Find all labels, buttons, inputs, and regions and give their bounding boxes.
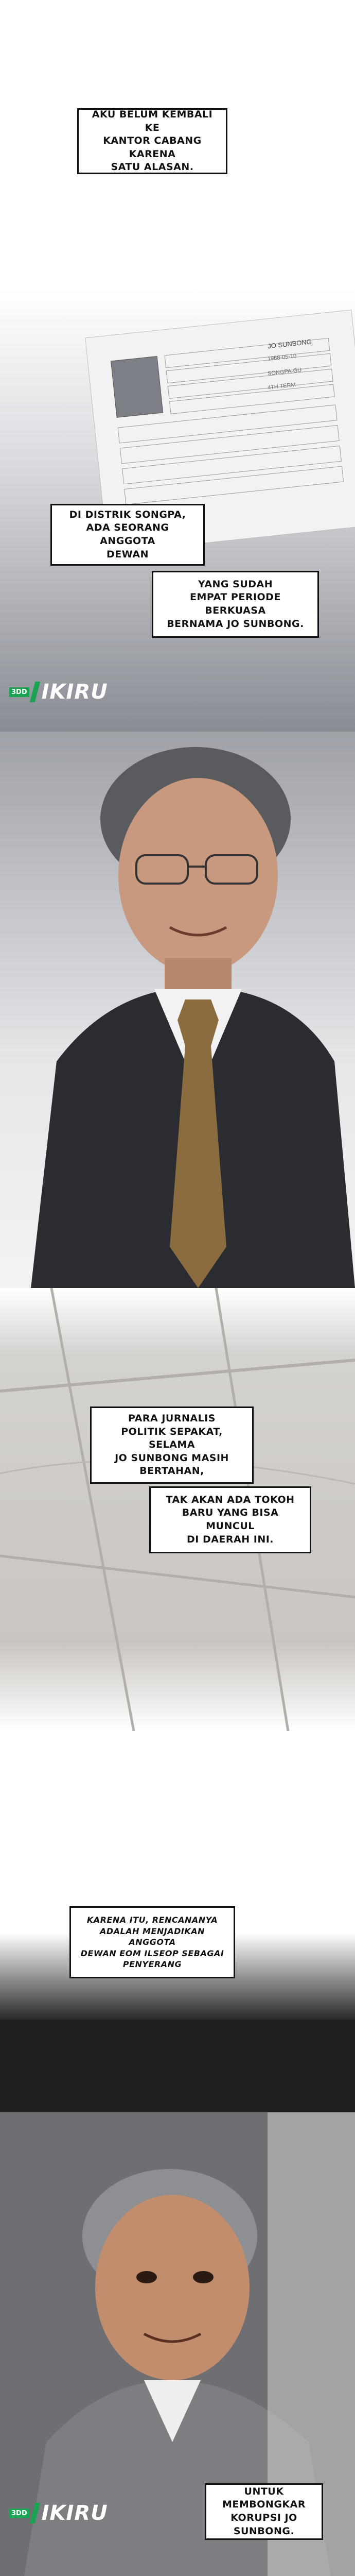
- caption-box: KARENA ITU, RENCANANYA ADALAH MENJADIKAN ANGGOTA DEWAN EOM ILSEOP SEBAGAI PENYERANG: [69, 1906, 235, 1978]
- watermark-logo: [9, 680, 108, 704]
- panel-eom-ilseop: [0, 2020, 355, 2576]
- watermark-badge: 3DD: [9, 2509, 29, 2518]
- document-row-text: SONGPA-GU: [267, 367, 302, 377]
- caption-box: PARA JURNALIS POLITIK SEPAKAT, SELAMA JO SUNBONG MASIH BERTAHAN,: [90, 1406, 254, 1484]
- panel-politician-portrait: [0, 732, 355, 1288]
- watermark-bar: [29, 682, 40, 702]
- document-row-text: 4TH TERM: [267, 382, 296, 391]
- caption-box: UNTUK MEMBONGKAR KORUPSI JO SUNBONG.: [205, 2483, 323, 2540]
- watermark-bar: [29, 2503, 40, 2523]
- caption-box: YANG SUDAH EMPAT PERIODE BERKUASA BERNAMA JO SUNBONG.: [152, 571, 319, 638]
- watermark-badge: 3DD: [9, 687, 29, 697]
- panel-plan: [0, 1731, 355, 2020]
- panel-document: [0, 289, 355, 732]
- politician-illustration: [0, 732, 355, 1288]
- watermark-word: IKIRU: [41, 2501, 108, 2525]
- caption-box: DI DISTRIK SONGPA, ADA SEORANG ANGGOTA DEWAN: [50, 504, 205, 566]
- watermark-logo: [9, 2501, 108, 2525]
- caption-box: TAK AKAN ADA TOKOH BARU YANG BISA MUNCUL DI DAERAH INI.: [149, 1486, 311, 1553]
- caption-box: AKU BELUM KEMBALI KE KANTOR CABANG KARENA SATU ALASAN.: [77, 108, 227, 174]
- document-header-text: JO SUNBONG: [267, 337, 312, 350]
- document-row-text: 1968-05-10: [267, 353, 297, 362]
- panel-map: [0, 1288, 355, 1731]
- panel-opening: [0, 0, 355, 289]
- watermark-word: IKIRU: [41, 680, 108, 704]
